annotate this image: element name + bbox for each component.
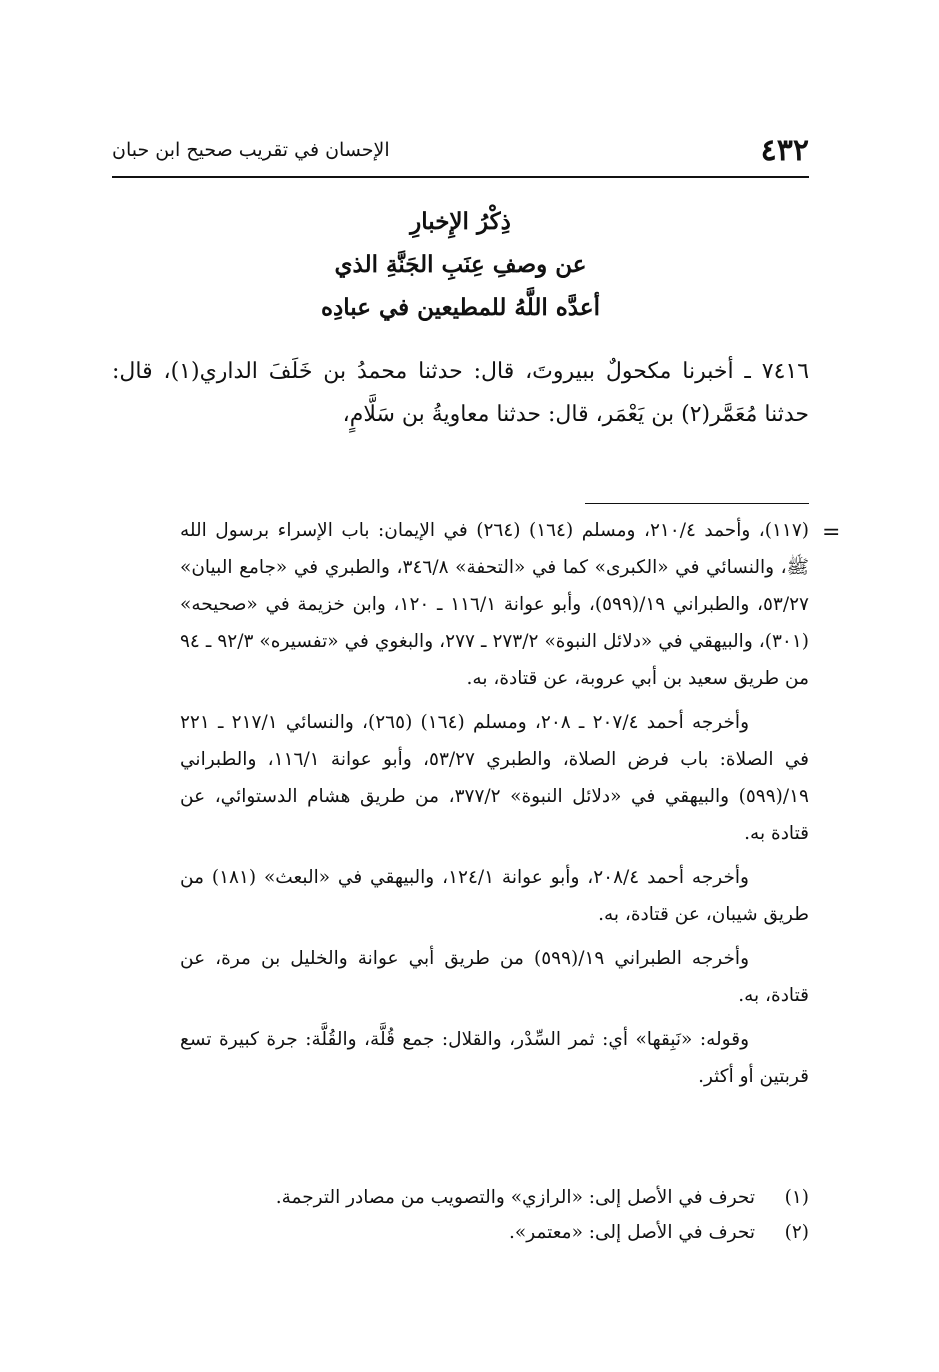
- hadith-entry: ٧٤١٦ ـ أخبرنا مكحولٌ ببيروتَ، قال: حدثنا محمدُ بن خَلَفَ الداري(١)، قال: حدثنا مُعَمَّر(٢) بن يَعْمَر، قال: حدثنا معاويةُ بن سَلَّامٍ،: [112, 359, 810, 427]
- heading-line-2: عن وصفِ عِنَبِ الجَنَّةِ الذي: [334, 251, 587, 278]
- footnote-marker: (٢): [784, 1222, 809, 1243]
- footnote-text: تحرف في الأصل إلى: «معتمر».: [509, 1222, 755, 1243]
- takhrij-notes: [180, 512, 809, 1102]
- footnote-separator: [585, 503, 809, 504]
- running-title: الإحسان في تقريب صحيح ابن حبان: [112, 139, 390, 161]
- heading-line-1: ذِكْرُ الإِخبارِ: [410, 208, 511, 235]
- note-paragraph: وأخرجه الطبراني ١٩/(٥٩٩) من طريق أبي عوانة والخليل بن مرة، عن قتادة، به.: [180, 948, 809, 1006]
- page-header: [112, 128, 809, 172]
- footnote-marker: (١): [784, 1187, 809, 1208]
- page-number: ٤٣٢: [760, 132, 809, 168]
- section-heading: [112, 200, 809, 329]
- note-paragraph: (١١٧)، وأحمد ٢١٠/٤، ومسلم (١٦٤) (٢٦٤) في الإيمان: باب الإسراء برسول الله ﷺ، والنسائي في «الكبرى» كما في «التحفة» ٣٤٦/٨، والطبري في «جامع البيان» ٥٣/٢٧، والطبراني ١٩/(٥٩٩)، وأبو عوانة ١١٦/١ ـ ١٢٠، وابن خزيمة في «صحيحه» (٣٠١)، والبيهقي في «دلائل النبوة» ٢٧٣/٢ ـ ٢٧٧، والبغوي في «تفسيره» ٩٢/٣ ـ ٩٤ من طريق سعيد بن أبي عروبة، عن قتادة، به.: [180, 520, 810, 689]
- footnote-item: [112, 1215, 809, 1250]
- note-paragraph: وقوله: «نَبِقها» أي: ثمر السِّدْر، والقلال: جمع قُلَّة، والقُلَّة: جرة كبيرة تسع قربتين أو أكثر.: [180, 1029, 809, 1087]
- footnote-item: [112, 1180, 809, 1215]
- header-rule: [112, 176, 809, 178]
- heading-line-3: أعدَّه اللَّهُ للمطيعين في عبادِه: [320, 294, 600, 321]
- continuation-mark: =: [822, 520, 841, 545]
- note-paragraph: وأخرجه أحمد ٢٠٨/٤، وأبو عوانة ١٢٤/١، والبيهقي في «البعث» (١٨١) من طريق شيبان، عن قتادة، به.: [180, 867, 809, 925]
- note-paragraph: وأخرجه أحمد ٢٠٧/٤ ـ ٢٠٨، ومسلم (١٦٤) (٢٦٥)، والنسائي ٢١٧/١ ـ ٢٢١ في الصلاة: باب فرض الصلاة، والطبري ٥٣/٢٧، وأبو عوانة ١١٦/١، والطبراني ١٩/(٥٩٩) والبيهقي في «دلائل النبوة» ٣٧٧/٢، من طريق هشام الدستوائي، عن قتادة به.: [180, 712, 809, 844]
- footnote-text: تحرف في الأصل إلى: «الرازي» والتصويب من مصادر الترجمة.: [275, 1187, 755, 1208]
- footnotes: [112, 1180, 809, 1250]
